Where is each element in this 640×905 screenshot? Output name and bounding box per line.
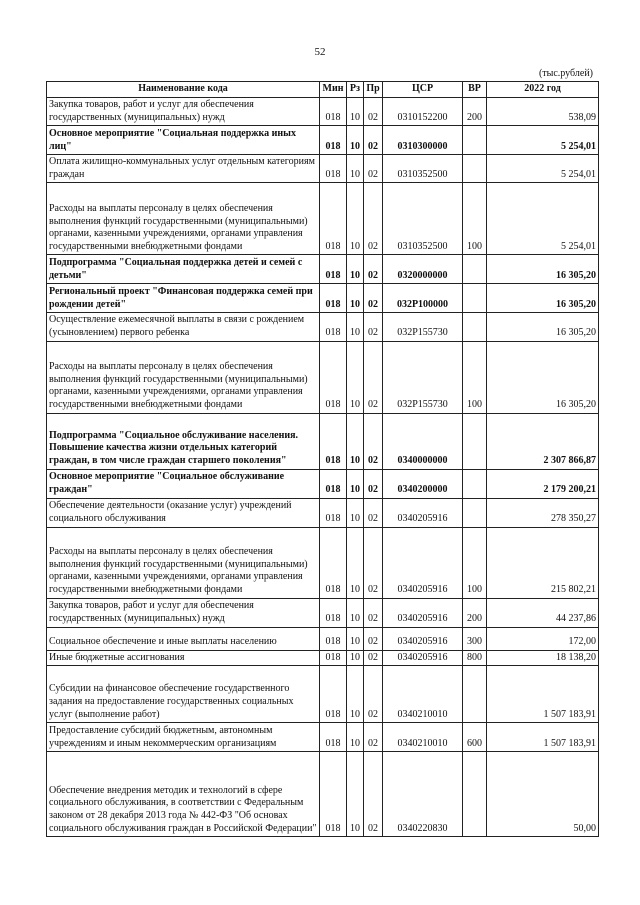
cell-value: 1 507 183,91 xyxy=(487,723,599,752)
cell-csr: 032P155730 xyxy=(383,313,463,341)
table-header-row xyxy=(47,82,599,98)
cell-vr: 800 xyxy=(463,650,487,666)
cell-value: 5 254,01 xyxy=(487,126,599,155)
cell-value: 16 305,20 xyxy=(487,284,599,313)
header-min: Мин xyxy=(320,82,347,98)
cell-csr: 0310352500 xyxy=(383,183,463,255)
cell-csr: 032P155730 xyxy=(383,341,463,413)
cell-value: 16 305,20 xyxy=(487,255,599,284)
cell-min: 018 xyxy=(320,723,347,752)
cell-rz: 10 xyxy=(347,413,364,469)
cell-vr xyxy=(463,126,487,155)
cell-vr xyxy=(463,155,487,183)
cell-value: 215 802,21 xyxy=(487,527,599,598)
cell-min: 018 xyxy=(320,598,347,627)
header-vr: ВР xyxy=(463,82,487,98)
cell-min: 018 xyxy=(320,255,347,284)
cell-value: 5 254,01 xyxy=(487,155,599,183)
cell-vr: 300 xyxy=(463,627,487,650)
cell-rz: 10 xyxy=(347,98,364,126)
cell-min: 018 xyxy=(320,126,347,155)
cell-min: 018 xyxy=(320,627,347,650)
cell-min: 018 xyxy=(320,666,347,723)
table-row xyxy=(47,155,599,183)
table-row xyxy=(47,413,599,469)
cell-csr: 0340220830 xyxy=(383,752,463,837)
table-row xyxy=(47,126,599,155)
cell-csr: 0310352500 xyxy=(383,155,463,183)
table-row xyxy=(47,650,599,666)
cell-value: 16 305,20 xyxy=(487,341,599,413)
cell-name: Расходы на выплаты персоналу в целях обеспечения выполнения функций государственными (муниципальными) органами, казенными учреждениями, органами управления государственными внебюджетными фондами xyxy=(47,183,320,255)
cell-pr: 02 xyxy=(364,413,383,469)
cell-vr: 100 xyxy=(463,341,487,413)
cell-rz: 10 xyxy=(347,666,364,723)
table-row xyxy=(47,527,599,598)
cell-value: 1 507 183,91 xyxy=(487,666,599,723)
cell-value: 538,09 xyxy=(487,98,599,126)
table-body xyxy=(47,98,599,837)
cell-min: 018 xyxy=(320,183,347,255)
cell-vr xyxy=(463,255,487,284)
cell-name: Обеспечение деятельности (оказание услуг) учреждений социального обслуживания xyxy=(47,498,320,527)
cell-pr: 02 xyxy=(364,723,383,752)
cell-rz: 10 xyxy=(347,752,364,837)
cell-pr: 02 xyxy=(364,650,383,666)
cell-vr: 200 xyxy=(463,98,487,126)
cell-csr: 0320000000 xyxy=(383,255,463,284)
cell-name: Социальное обеспечение и иные выплаты населению xyxy=(47,627,320,650)
header-name: Наименование кода xyxy=(47,82,320,98)
cell-pr: 02 xyxy=(364,98,383,126)
cell-pr: 02 xyxy=(364,498,383,527)
table-row xyxy=(47,98,599,126)
cell-min: 018 xyxy=(320,527,347,598)
cell-csr: 0340205916 xyxy=(383,527,463,598)
cell-name: Подпрограмма "Социальное обслуживание населения. Повышение качества жизни отдельных категорий граждан, в том числе граждан старшего поколения" xyxy=(47,413,320,469)
cell-csr: 0340205916 xyxy=(383,627,463,650)
cell-rz: 10 xyxy=(347,627,364,650)
table-row xyxy=(47,255,599,284)
cell-min: 018 xyxy=(320,284,347,313)
table-row xyxy=(47,627,599,650)
cell-pr: 02 xyxy=(364,255,383,284)
cell-name: Расходы на выплаты персоналу в целях обеспечения выполнения функций государственными (муниципальными) органами, казенными учреждениями, органами управления государственными внебюджетными фондами xyxy=(47,527,320,598)
cell-csr: 0310300000 xyxy=(383,126,463,155)
cell-rz: 10 xyxy=(347,284,364,313)
header-pr: Пр xyxy=(364,82,383,98)
cell-pr: 02 xyxy=(364,598,383,627)
cell-csr: 0340200000 xyxy=(383,469,463,498)
cell-pr: 02 xyxy=(364,183,383,255)
cell-name: Осуществление ежемесячной выплаты в связи с рождением (усыновлением) первого ребенка xyxy=(47,313,320,341)
table-row xyxy=(47,284,599,313)
header-rz: Рз xyxy=(347,82,364,98)
cell-value: 172,00 xyxy=(487,627,599,650)
cell-value: 2 307 866,87 xyxy=(487,413,599,469)
cell-vr: 100 xyxy=(463,527,487,598)
cell-name: Закупка товаров, работ и услуг для обеспечения государственных (муниципальных) нужд xyxy=(47,598,320,627)
cell-rz: 10 xyxy=(347,527,364,598)
cell-rz: 10 xyxy=(347,650,364,666)
table-row xyxy=(47,313,599,341)
table-row xyxy=(47,598,599,627)
cell-name: Обеспечение внедрения методик и технологий в сфере социального обслуживания, в соответствии с Федеральным законом от 28 декабря 2013 года № 442-ФЗ "Об основах социального обслуживания граждан в Российской Федерации" xyxy=(47,752,320,837)
cell-name: Оплата жилищно-коммунальных услуг отдельным категориям граждан xyxy=(47,155,320,183)
cell-csr: 0340000000 xyxy=(383,413,463,469)
cell-rz: 10 xyxy=(347,341,364,413)
cell-name: Подпрограмма "Социальная поддержка детей и семей с детьми" xyxy=(47,255,320,284)
cell-min: 018 xyxy=(320,98,347,126)
cell-value: 16 305,20 xyxy=(487,313,599,341)
cell-rz: 10 xyxy=(347,598,364,627)
table-row xyxy=(47,469,599,498)
cell-name: Субсидии на финансовое обеспечение государственного задания на предоставление государственных социальных услуг (выполнение работ) xyxy=(47,666,320,723)
cell-csr: 0310152200 xyxy=(383,98,463,126)
cell-pr: 02 xyxy=(364,313,383,341)
cell-pr: 02 xyxy=(364,126,383,155)
cell-min: 018 xyxy=(320,313,347,341)
cell-value: 5 254,01 xyxy=(487,183,599,255)
cell-vr xyxy=(463,498,487,527)
cell-name: Региональный проект "Финансовая поддержка семей при рождении детей" xyxy=(47,284,320,313)
cell-rz: 10 xyxy=(347,155,364,183)
cell-min: 018 xyxy=(320,469,347,498)
budget-table xyxy=(46,81,599,837)
cell-rz: 10 xyxy=(347,183,364,255)
cell-rz: 10 xyxy=(347,469,364,498)
cell-rz: 10 xyxy=(347,126,364,155)
cell-min: 018 xyxy=(320,413,347,469)
cell-vr: 100 xyxy=(463,183,487,255)
cell-min: 018 xyxy=(320,498,347,527)
cell-pr: 02 xyxy=(364,155,383,183)
cell-vr: 600 xyxy=(463,723,487,752)
cell-value: 50,00 xyxy=(487,752,599,837)
cell-csr: 0340205916 xyxy=(383,650,463,666)
cell-pr: 02 xyxy=(364,284,383,313)
cell-csr: 0340205916 xyxy=(383,498,463,527)
cell-name: Иные бюджетные ассигнования xyxy=(47,650,320,666)
cell-name: Основное мероприятие "Социальная поддержка иных лиц" xyxy=(47,126,320,155)
cell-csr: 032P100000 xyxy=(383,284,463,313)
cell-name: Расходы на выплаты персоналу в целях обеспечения выполнения функций государственными (муниципальными) органами, казенными учреждениями, органами управления государственными внебюджетными фондами xyxy=(47,341,320,413)
cell-pr: 02 xyxy=(364,666,383,723)
table-row xyxy=(47,341,599,413)
cell-pr: 02 xyxy=(364,341,383,413)
cell-vr xyxy=(463,666,487,723)
cell-vr xyxy=(463,469,487,498)
page-number: 52 xyxy=(314,46,326,58)
table-row xyxy=(47,498,599,527)
cell-rz: 10 xyxy=(347,313,364,341)
cell-vr xyxy=(463,313,487,341)
cell-name: Закупка товаров, работ и услуг для обеспечения государственных (муниципальных) нужд xyxy=(47,98,320,126)
cell-min: 018 xyxy=(320,752,347,837)
cell-csr: 0340205916 xyxy=(383,598,463,627)
cell-csr: 0340210010 xyxy=(383,666,463,723)
cell-rz: 10 xyxy=(347,723,364,752)
header-year: 2022 год xyxy=(487,82,599,98)
cell-value: 44 237,86 xyxy=(487,598,599,627)
cell-value: 278 350,27 xyxy=(487,498,599,527)
header-csr: ЦСР xyxy=(383,82,463,98)
cell-pr: 02 xyxy=(364,752,383,837)
cell-csr: 0340210010 xyxy=(383,723,463,752)
cell-min: 018 xyxy=(320,650,347,666)
cell-name: Предоставление субсидий бюджетным, автономным учреждениям и иным некоммерческим организациям xyxy=(47,723,320,752)
cell-vr xyxy=(463,752,487,837)
table-row xyxy=(47,723,599,752)
table-row xyxy=(47,752,599,837)
cell-pr: 02 xyxy=(364,627,383,650)
cell-rz: 10 xyxy=(347,498,364,527)
cell-value: 2 179 200,21 xyxy=(487,469,599,498)
cell-pr: 02 xyxy=(364,469,383,498)
table-row xyxy=(47,666,599,723)
cell-min: 018 xyxy=(320,155,347,183)
cell-pr: 02 xyxy=(364,527,383,598)
cell-vr xyxy=(463,284,487,313)
table-row xyxy=(47,183,599,255)
cell-value: 18 138,20 xyxy=(487,650,599,666)
cell-min: 018 xyxy=(320,341,347,413)
cell-vr: 200 xyxy=(463,598,487,627)
cell-vr xyxy=(463,413,487,469)
units-label: (тыс.рублей) xyxy=(538,68,593,79)
cell-name: Основное мероприятие "Социальное обслуживание граждан" xyxy=(47,469,320,498)
cell-rz: 10 xyxy=(347,255,364,284)
